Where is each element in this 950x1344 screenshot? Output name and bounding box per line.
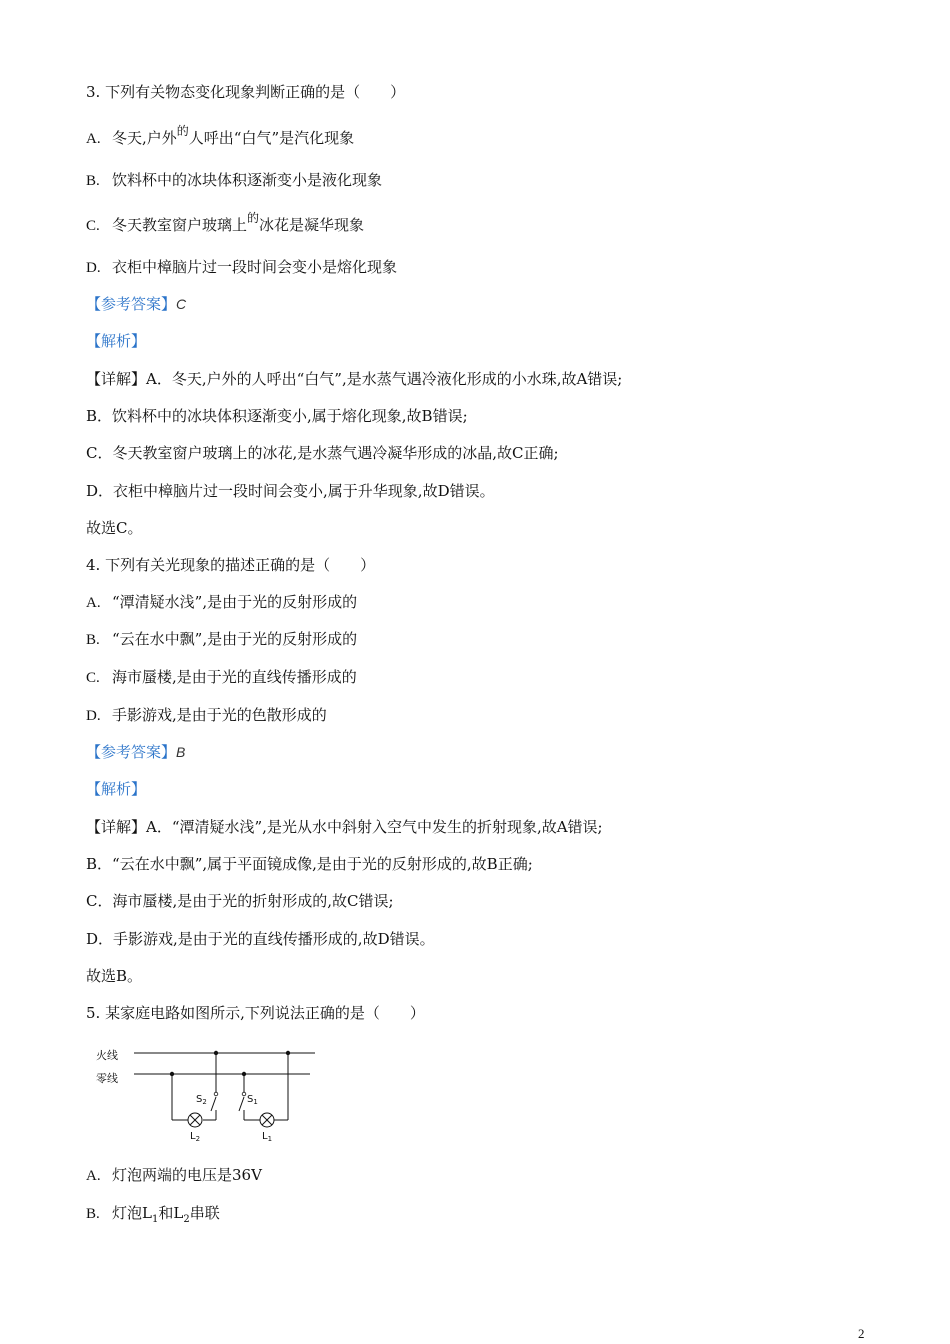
switch-1-blade — [239, 1097, 244, 1111]
live-wire-label: 火线 — [96, 1049, 118, 1062]
switch-1-label: $S_1$ — [247, 1094, 258, 1106]
switch-2-blade — [211, 1097, 216, 1111]
answer-tag: 【参考答案】 — [86, 743, 177, 761]
q4-option-b: B. “云在水中飘”,是由于光的反射形成的 — [86, 630, 358, 648]
q4-stem-text: 下列有关光现象的描述正确的是（ ） — [105, 556, 376, 574]
q3-detail-a: 【详解】A．冬天,户外的人呼出“白气”,是水蒸气遇冷液化形成的小水珠,故A错误; — [86, 370, 623, 388]
lamp-1 — [260, 1113, 274, 1127]
answer-value: C — [176, 296, 187, 312]
neutral-wire-label: 零线 — [96, 1072, 118, 1085]
q3-stem — [86, 82, 405, 102]
q3-detail-d: D．衣柜中樟脑片过一段时间会变小,属于升华现象,故D错误。 — [86, 482, 495, 500]
q5-option-b: B. 灯泡$L_1$和$L_2$串联 — [86, 1204, 220, 1225]
switch-2-label: $S_2$ — [196, 1094, 207, 1106]
q3-conclusion: 故选C。 — [86, 519, 143, 537]
answer-value: B — [176, 744, 186, 760]
answer-tag: 【参考答案】 — [86, 295, 177, 313]
q5-stem — [86, 1003, 425, 1023]
q3-option-a: A. 冬天,户外$^的$人呼出“白气”是汽化现象 — [86, 124, 355, 147]
q3-stem-text: 下列有关物态变化现象判断正确的是（ ） — [105, 83, 406, 101]
q5-number: 5. — [86, 1004, 101, 1022]
q3-option-b: B. 饮料杯中的冰块体积逐渐变小是液化现象 — [86, 171, 383, 189]
q4-detail-a: 【详解】A．“潭清疑水浅”,是光从水中斜射入空气中发生的折射现象,故A错误; — [86, 818, 603, 836]
q3-option-c: C. 冬天教室窗户玻璃上$^的$冰花是凝华现象 — [86, 211, 365, 234]
q4-detail-d: D．手影游戏,是由于光的直线传播形成的,故D错误。 — [86, 930, 435, 948]
q4-detail-b: B．“云在水中飘”,属于平面镜成像,是由于光的反射形成的,故B正确; — [86, 855, 533, 873]
page-number: 2 — [858, 1326, 865, 1341]
switch-2-contact — [214, 1092, 218, 1096]
q5-option-a: A. 灯泡两端的电压是36V — [86, 1166, 262, 1184]
circuit-diagram — [90, 1040, 330, 1150]
q4-detail-c: C．海市蜃楼,是由于光的折射形成的,故C错误; — [86, 892, 394, 910]
q4-option-a: A. “潭清疑水浅”,是由于光的反射形成的 — [86, 593, 358, 611]
q4-stem — [86, 555, 375, 575]
q4-number: 4. — [86, 556, 101, 574]
q4-option-c: C. 海市蜃楼,是由于光的直线传播形成的 — [86, 668, 357, 686]
q4-answer — [86, 742, 185, 762]
q5-stem-text: 某家庭电路如图所示,下列说法正确的是（ ） — [105, 1004, 425, 1022]
switch-1-contact — [242, 1092, 246, 1096]
q3-answer — [86, 294, 186, 314]
q3-option-d: D. 衣柜中樟脑片过一段时间会变小是熔化现象 — [86, 258, 398, 276]
q3-analysis-tag: 【解析】 — [86, 332, 147, 350]
q4-option-d: D. 手影游戏,是由于光的色散形成的 — [86, 706, 327, 724]
q3-detail-c: C．冬天教室窗户玻璃上的冰花,是水蒸气遇冷凝华形成的冰晶,故C正确; — [86, 444, 559, 462]
q4-analysis-tag: 【解析】 — [86, 780, 147, 798]
lamp-2-label: $L_2$ — [190, 1131, 201, 1143]
lamp-2 — [188, 1113, 202, 1127]
lamp-1-label: $L_1$ — [262, 1131, 273, 1143]
q3-number: 3. — [86, 83, 101, 101]
q3-detail-b: B．饮料杯中的冰块体积逐渐变小,属于熔化现象,故B错误; — [86, 407, 468, 425]
q4-conclusion: 故选B。 — [86, 967, 143, 985]
